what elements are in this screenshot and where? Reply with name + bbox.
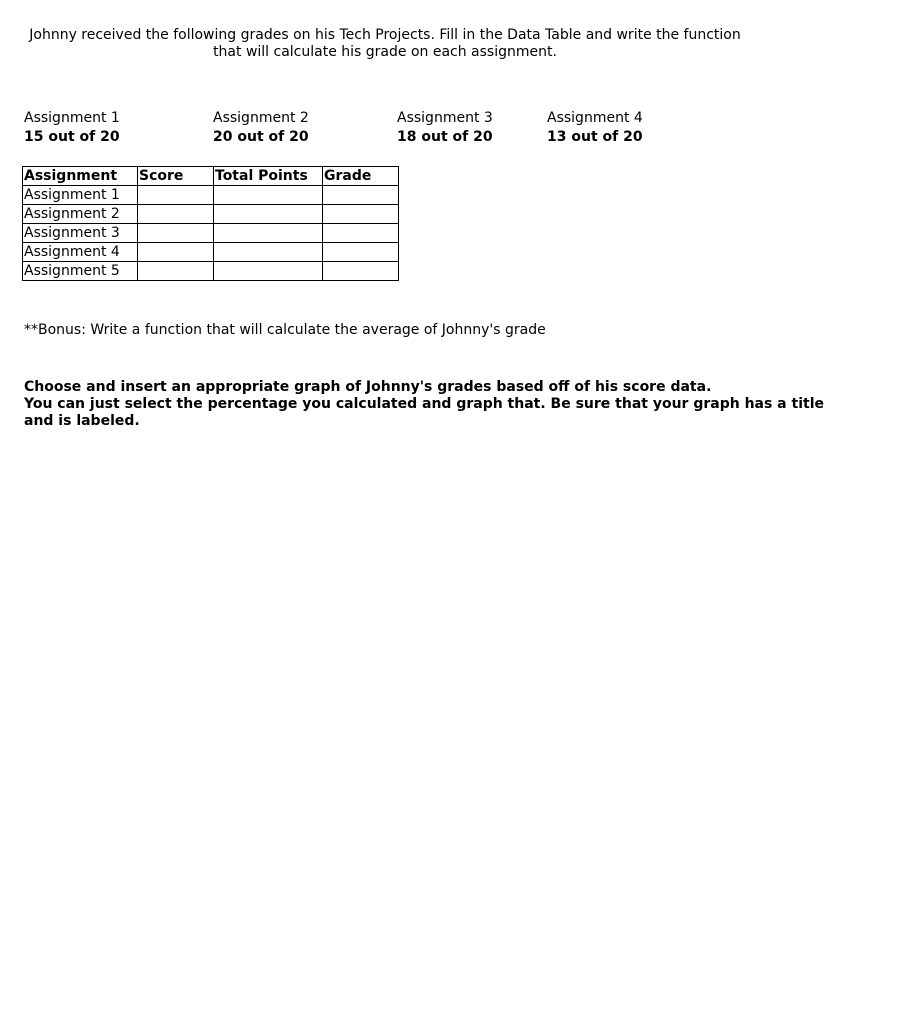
table-row — [23, 243, 399, 262]
score-cell[interactable] — [138, 243, 214, 262]
header-total-points: Total Points — [214, 167, 323, 186]
assignment-cell: Assignment 5 — [23, 262, 138, 281]
graph-instructions-line-2: You can just select the percentage you calculated and graph that. Be sure that your graph has a title — [24, 396, 824, 412]
grade-cell[interactable] — [323, 205, 399, 224]
table-row — [23, 224, 399, 243]
bonus-instruction: **Bonus: Write a function that will calculate the average of Johnny's grade — [24, 322, 546, 338]
assignment-1-block — [24, 109, 120, 147]
table-row — [23, 205, 399, 224]
assignment-label: Assignment 1 — [24, 110, 120, 126]
instructions-paragraph — [24, 27, 746, 61]
table-row — [23, 262, 399, 281]
score-cell[interactable] — [138, 186, 214, 205]
grade-cell[interactable] — [323, 243, 399, 262]
assignment-2-block — [213, 109, 309, 147]
grade-cell[interactable] — [323, 262, 399, 281]
assignment-label: Assignment 3 — [397, 110, 493, 126]
total-points-cell[interactable] — [214, 205, 323, 224]
table-header-row — [23, 167, 399, 186]
assignment-cell: Assignment 1 — [23, 186, 138, 205]
table-row — [23, 186, 399, 205]
assignment-cell: Assignment 4 — [23, 243, 138, 262]
total-points-cell[interactable] — [214, 224, 323, 243]
total-points-cell[interactable] — [214, 243, 323, 262]
assignment-3-block — [397, 109, 493, 147]
assignment-score: 20 out of 20 — [213, 129, 309, 145]
score-cell[interactable] — [138, 205, 214, 224]
assignment-cell: Assignment 2 — [23, 205, 138, 224]
total-points-cell[interactable] — [214, 262, 323, 281]
assignment-score: 18 out of 20 — [397, 129, 493, 145]
grade-cell[interactable] — [323, 224, 399, 243]
assignment-4-block — [547, 109, 643, 147]
instructions-line-2: that will calculate his grade on each assignment. — [213, 44, 557, 60]
header-score: Score — [138, 167, 214, 186]
graph-instructions-box — [24, 379, 824, 441]
data-table — [22, 166, 399, 281]
instructions-line-1: Johnny received the following grades on his Tech Projects. Fill in the Data Table and write the function — [29, 27, 741, 43]
assignment-label: Assignment 4 — [547, 110, 643, 126]
graph-instructions — [24, 379, 924, 430]
assignment-score: 13 out of 20 — [547, 129, 643, 145]
assignment-cell: Assignment 3 — [23, 224, 138, 243]
header-assignment: Assignment — [23, 167, 138, 186]
assignment-label: Assignment 2 — [213, 110, 309, 126]
grade-cell[interactable] — [323, 186, 399, 205]
score-cell[interactable] — [138, 262, 214, 281]
graph-instructions-line-1: Choose and insert an appropriate graph of Johnny's grades based off of his score data. — [24, 379, 712, 395]
total-points-cell[interactable] — [214, 186, 323, 205]
graph-instructions-line-3: and is labeled. — [24, 413, 140, 429]
header-grade: Grade — [323, 167, 399, 186]
assignment-score: 15 out of 20 — [24, 129, 120, 145]
score-cell[interactable] — [138, 224, 214, 243]
